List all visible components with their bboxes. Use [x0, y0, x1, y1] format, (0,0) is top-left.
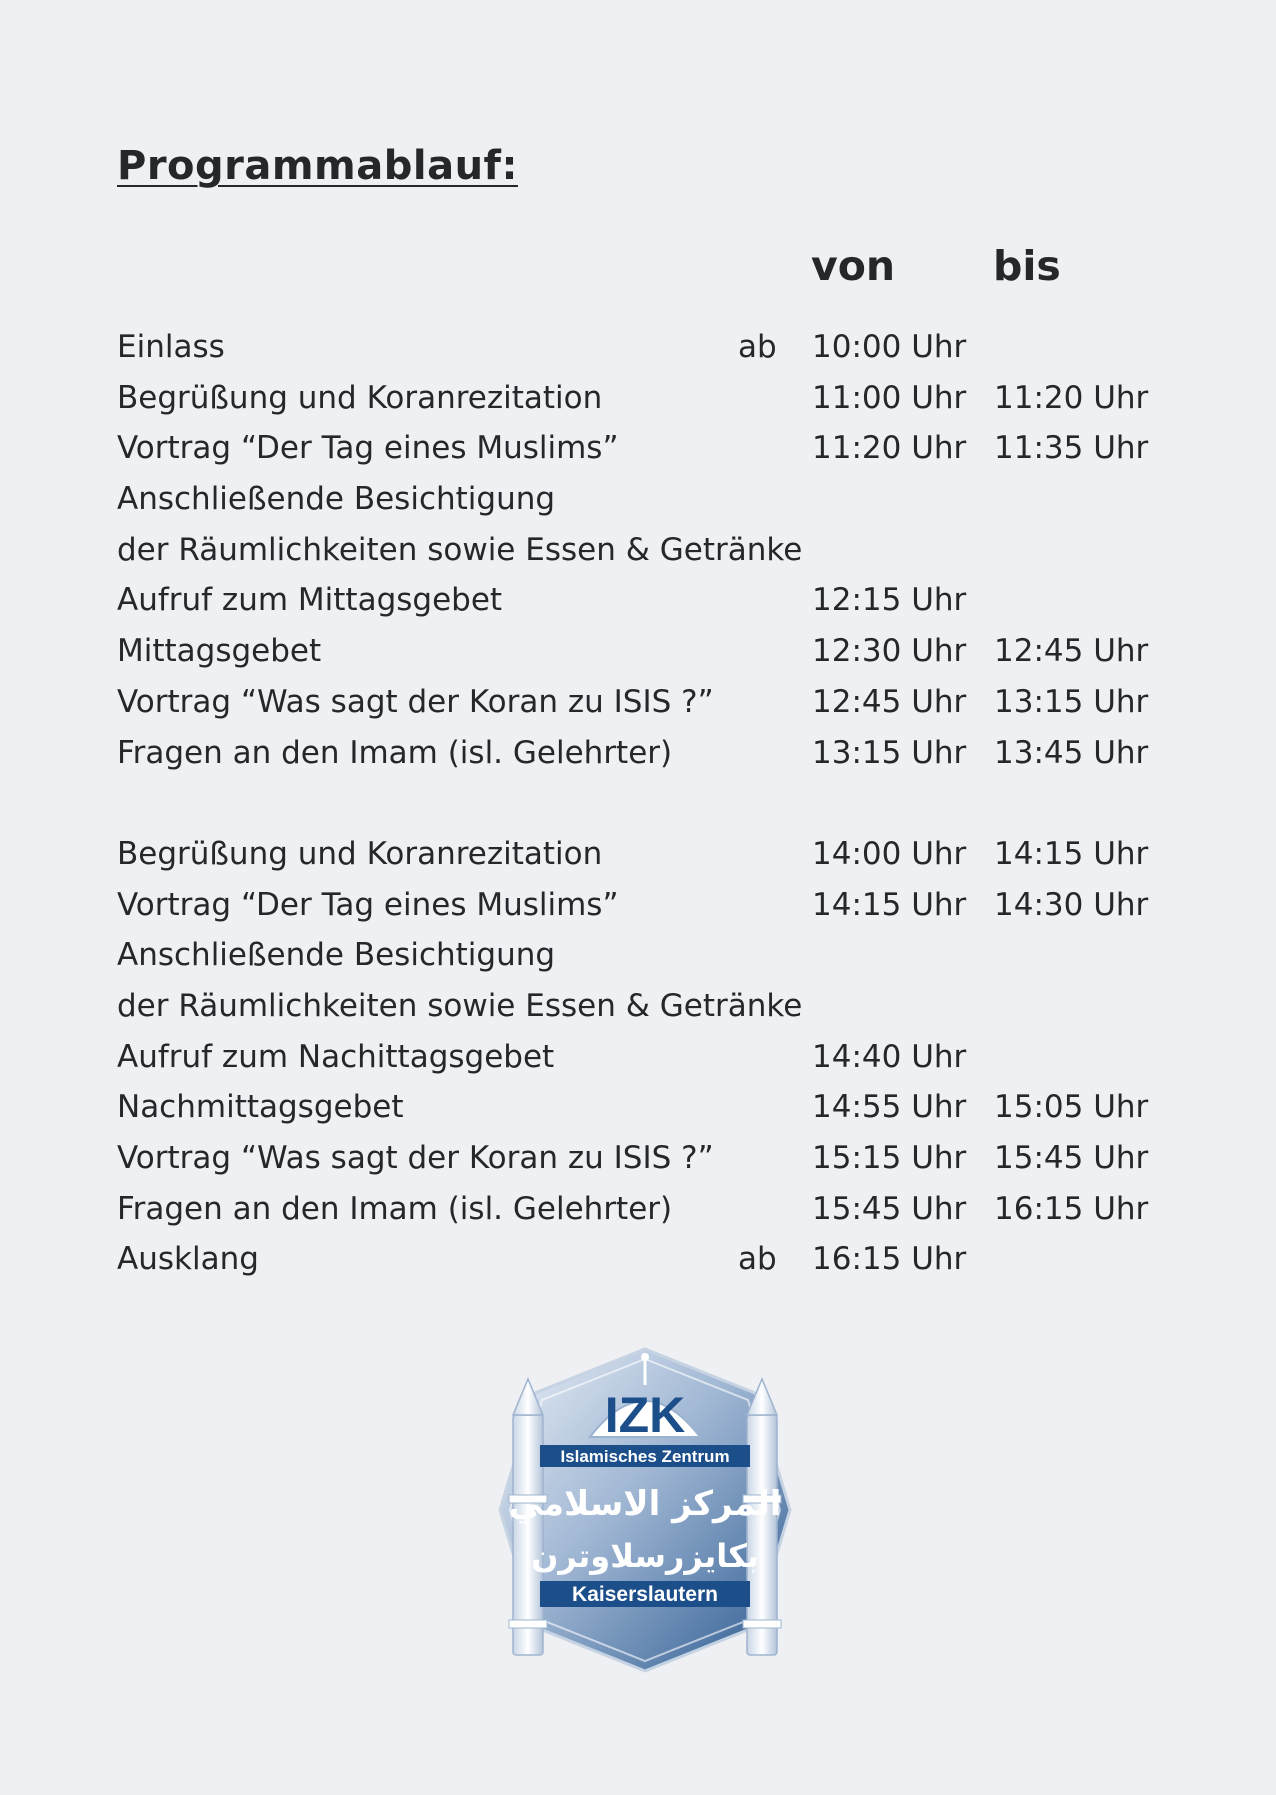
page-title: Programmablauf:: [117, 143, 518, 189]
schedule-item-label: der Räumlichkeiten sowie Essen & Getränke: [117, 531, 803, 568]
logo-name: Islamisches Zentrum: [560, 1447, 730, 1466]
schedule-item-label: Aufruf zum Mittagsgebet: [117, 582, 503, 619]
schedule-row: [0, 575, 1276, 626]
schedule-item-start-time: 15:15 Uhr: [812, 1140, 967, 1176]
schedule-item-label: Vortrag “Was sagt der Koran zu ISIS ?”: [117, 683, 714, 720]
schedule-row: [0, 1184, 1276, 1235]
schedule-item-start-time: 14:15 Uhr: [812, 886, 967, 923]
schedule-row: [0, 930, 1276, 981]
schedule-item-start-time: 12:30 Uhr: [812, 633, 967, 670]
schedule-item-end-time: 15:45 Uhr: [994, 1140, 1149, 1176]
schedule-item-end-time: 13:45 Uhr: [994, 734, 1149, 771]
schedule-row: [0, 1032, 1276, 1083]
schedule-item-end-time: 11:35 Uhr: [994, 430, 1149, 467]
schedule-row: [0, 880, 1276, 931]
schedule-item-label: Anschließende Besichtigung: [117, 937, 556, 974]
schedule-item-start-time: 14:00 Uhr: [812, 835, 967, 872]
schedule-row: [0, 778, 1276, 829]
schedule-row: [0, 1082, 1276, 1133]
schedule-item-start-time: 16:15 Uhr: [812, 1241, 967, 1278]
schedule-row: [0, 626, 1276, 677]
logo-arabic-line-2: بكايزرسلاوترن: [531, 1537, 759, 1575]
schedule-item-end-time: 11:20 Uhr: [994, 379, 1149, 416]
schedule-row: [0, 728, 1276, 779]
schedule-item-start-time: 12:45 Uhr: [812, 683, 967, 720]
schedule-item-label: Nachmittagsgebet: [117, 1089, 404, 1126]
schedule-item-start-time: 11:20 Uhr: [812, 430, 967, 467]
schedule-row: [0, 423, 1276, 474]
schedule-item-end-time: 12:45 Uhr: [994, 633, 1149, 670]
schedule-item-prefix: ab: [738, 1241, 777, 1278]
schedule-row: [0, 1133, 1276, 1184]
schedule-item-label: der Räumlichkeiten sowie Essen & Getränke: [117, 987, 803, 1024]
schedule-item-label: Mittagsgebet: [117, 633, 322, 670]
column-header-from: von: [811, 242, 896, 290]
schedule-row: [0, 322, 1276, 373]
schedule-list: [0, 322, 1276, 1285]
schedule-item-label: Einlass: [117, 329, 225, 365]
schedule-item-label: Vortrag “Der Tag eines Muslims”: [117, 430, 619, 467]
schedule-item-prefix: ab: [738, 329, 777, 365]
schedule-item-label: Begrüßung und Koranrezitation: [117, 379, 603, 416]
schedule-item-start-time: 14:40 Uhr: [812, 1038, 967, 1075]
schedule-item-label: Aufruf zum Nachittagsgebet: [117, 1038, 555, 1075]
schedule-row: [0, 1234, 1276, 1285]
logo-abbreviation: IZK: [604, 1387, 686, 1443]
logo-city: Kaiserslautern: [572, 1583, 718, 1606]
schedule-row: [0, 525, 1276, 576]
schedule-item-start-time: 10:00 Uhr: [812, 329, 967, 365]
schedule-item-start-time: 15:45 Uhr: [812, 1190, 967, 1227]
schedule-item-end-time: 16:15 Uhr: [994, 1190, 1149, 1227]
schedule-item-end-time: 15:05 Uhr: [994, 1089, 1149, 1126]
schedule-row: [0, 474, 1276, 525]
schedule-row: [0, 677, 1276, 728]
schedule-row: [0, 981, 1276, 1032]
schedule-item-label: Fragen an den Imam (isl. Gelehrter): [117, 1190, 673, 1227]
schedule-item-start-time: 14:55 Uhr: [812, 1089, 967, 1126]
column-header-to: bis: [993, 242, 1061, 290]
logo-arabic-line-1: المركز الاسلامي: [508, 1484, 782, 1524]
schedule-item-start-time: 11:00 Uhr: [812, 379, 967, 416]
schedule-row: [0, 829, 1276, 880]
schedule-item-end-time: 13:15 Uhr: [994, 683, 1149, 720]
schedule-item-end-time: 14:30 Uhr: [994, 886, 1149, 923]
schedule-item-label: Vortrag “Der Tag eines Muslims”: [117, 886, 619, 923]
schedule-item-label: Ausklang: [117, 1241, 259, 1278]
izk-logo: [480, 1345, 810, 1675]
schedule-item-label: Anschließende Besichtigung: [117, 481, 556, 518]
schedule-item-start-time: 13:15 Uhr: [812, 734, 967, 771]
schedule-row: [0, 373, 1276, 424]
schedule-item-label: Begrüßung und Koranrezitation: [117, 835, 603, 872]
schedule-item-label: Vortrag “Was sagt der Koran zu ISIS ?”: [117, 1140, 714, 1176]
schedule-item-label: Fragen an den Imam (isl. Gelehrter): [117, 734, 673, 771]
schedule-item-end-time: 14:15 Uhr: [994, 835, 1149, 872]
schedule-item-start-time: 12:15 Uhr: [812, 582, 967, 619]
